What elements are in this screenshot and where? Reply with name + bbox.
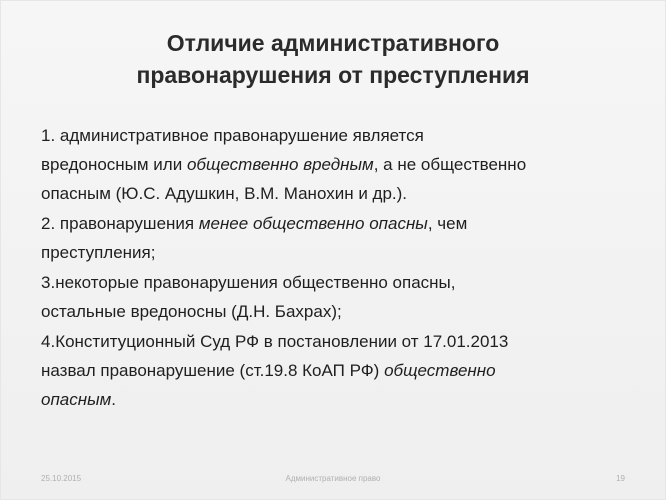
slide-title <box>1 27 665 91</box>
footer-date: 25.10.2015 <box>41 474 82 483</box>
item-text: правонарушения <box>55 214 199 233</box>
item-number: 2. <box>41 214 56 233</box>
item-text: некоторые правонарушения общественно опасны, <box>55 273 456 292</box>
list-item <box>41 121 641 208</box>
list-item <box>41 268 641 326</box>
item-text: Конституционный Суд РФ в постановлении от 17.01.2013 <box>55 332 509 351</box>
item-emphasis: опасным <box>41 390 112 409</box>
title-line-2: правонарушения от преступления <box>136 62 530 88</box>
item-text: , чем <box>427 214 468 233</box>
item-number: 1. <box>41 126 56 145</box>
item-emphasis: общественно вредным <box>186 155 374 174</box>
page-number: 19 <box>616 474 625 483</box>
item-text: , а не общественно <box>373 155 527 174</box>
item-text: остальные вредоносны (Д.Н. Бахрах); <box>41 302 342 321</box>
item-text: . <box>111 390 117 409</box>
list-item <box>41 209 641 267</box>
item-number: 4. <box>41 332 56 351</box>
footer-title: Административное право <box>285 474 381 483</box>
item-text: опасным (Ю.С. Адушкин, В.М. Манохин и др.). <box>41 184 408 203</box>
slide-body <box>41 121 641 415</box>
title-line-1: Отличие административного <box>166 30 500 56</box>
item-text: вредоносным или <box>41 155 187 174</box>
item-text: преступления; <box>41 243 156 262</box>
item-number: 3. <box>41 273 56 292</box>
item-text: административное правонарушение является <box>55 126 424 145</box>
list-item <box>41 327 641 414</box>
item-emphasis: менее общественно опасны <box>198 214 428 233</box>
item-emphasis: общественно <box>384 361 496 380</box>
item-text: назвал правонарушение (ст.19.8 КоАП РФ) <box>41 361 385 380</box>
